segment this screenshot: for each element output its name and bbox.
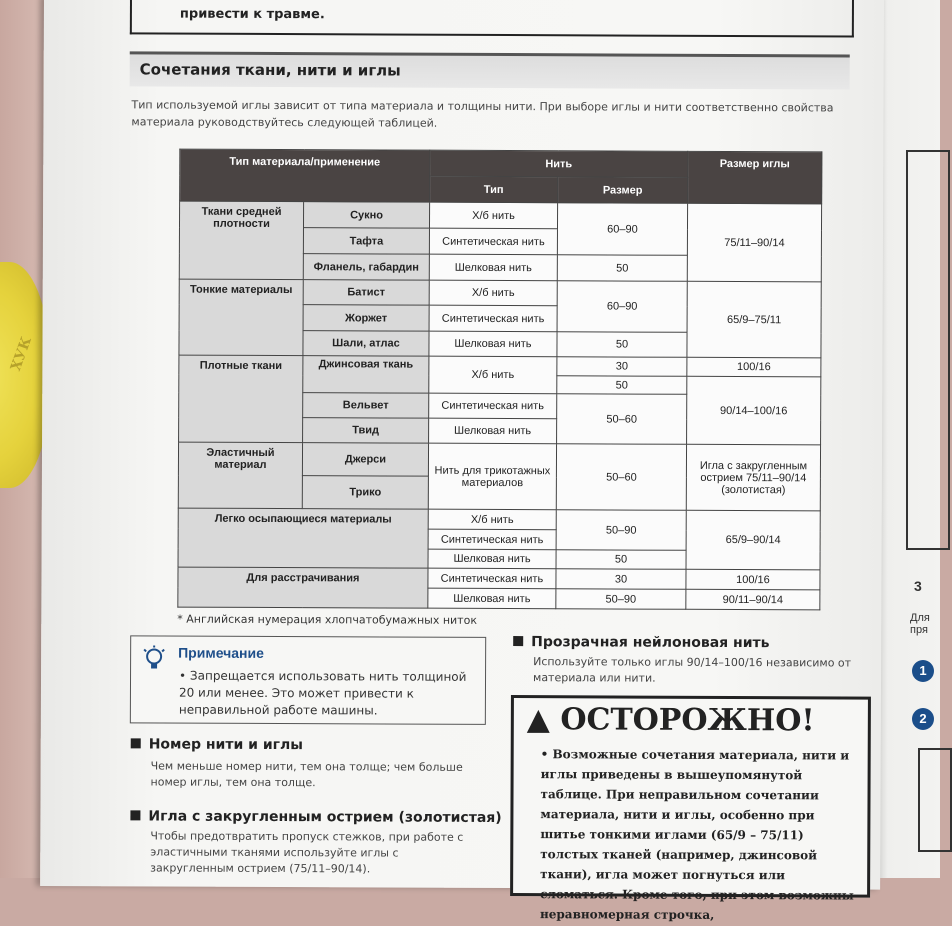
fabric-jersey: Джерси [302, 443, 428, 477]
thread-type: Синтетическая нить [429, 393, 557, 419]
category-medium: Ткани средней плотности [179, 201, 303, 280]
thread-type: Шелковая нить [429, 254, 557, 281]
category-thin: Тонкие материалы [179, 279, 303, 356]
caution-title: ОСТОРОЖНО! [560, 702, 814, 738]
header-thread-size: Размер [558, 177, 688, 204]
fabric-tvid: Твид [303, 418, 429, 444]
thread-type: Синтетическая нить [428, 529, 556, 550]
thread-size: 50–60 [557, 394, 687, 445]
manual-page [40, 0, 884, 890]
ballpoint-text: Чтобы предотвратить пропуск стежков, при работе с эластичными тканями используйте иглы с закругленным острием (75/11–90/14). [150, 828, 480, 877]
right-page-heading: 3 [914, 578, 922, 594]
thread-size: 50–60 [556, 444, 686, 511]
intro-paragraph: Тип используемой иглы зависит от типа материала и толщины нити. При выборе иглы и нити соответственно свойства материала руководствуйтесь следующей таблицей. [131, 96, 871, 133]
note-title: Примечание [178, 645, 264, 661]
lightbulb-icon [142, 645, 166, 673]
right-page-fragment: Для пря [910, 612, 940, 636]
fabric-triko: Трико [302, 476, 428, 510]
ballpoint-title: Игла с закругленным острием (золотистая) [148, 808, 501, 826]
needle-size: 90/11–90/14 [686, 589, 820, 610]
thread-type: Шелковая нить [429, 331, 557, 357]
nylon-text: Используйте только иглы 90/14–100/16 независимо от материала или нити. [533, 654, 873, 687]
needle-size: 65/9–75/11 [687, 281, 821, 358]
needle-size: 90/14–100/16 [687, 376, 821, 445]
thread-size: 50–90 [556, 589, 686, 610]
thread-type: Синтетическая нить [429, 228, 557, 255]
step-1-badge: 1 [912, 660, 934, 682]
right-page-box-2 [918, 748, 952, 852]
thread-needle-text: Чем меньше номер нити, тем она толще; чем больше номер иглы, тем она толще. [151, 758, 481, 791]
needle-size: 100/16 [686, 569, 820, 590]
tape-label: ХУК [8, 335, 35, 373]
thread-size: 50 [557, 376, 687, 395]
nylon-title: Прозрачная нейлоновая нить [531, 634, 769, 651]
thread-type: Синтетическая нить [429, 305, 557, 332]
thread-needle-title: Номер нити и иглы [149, 736, 303, 753]
section-title: Сочетания ткани, нити и иглы [140, 60, 401, 79]
note-text: • Запрещается использовать нить толщиной 20 или менее. Это может привести к неправильной работе машины. [179, 668, 479, 720]
warning-triangle-icon: ▲ [527, 702, 550, 737]
thread-type: Х/б нить [429, 356, 557, 394]
thread-size: 30 [556, 569, 686, 590]
needle-size: 75/11–90/14 [687, 203, 821, 282]
fabric-jeans: Джинсовая ткань [303, 356, 429, 394]
category-topstitch: Для расстрачивания [178, 567, 428, 608]
fabric-sukno: Сукно [303, 202, 429, 229]
fabric-flanel: Фланель, габардин [303, 254, 429, 281]
needle-size: 100/16 [687, 357, 821, 377]
right-page-box [906, 150, 950, 550]
ballpoint-heading [130, 808, 501, 826]
note-body: Запрещается использовать нить толщиной 20 или менее. Это может привести к неправильной работе машины. [179, 669, 467, 718]
thread-type: Шелковая нить [428, 588, 556, 609]
thread-type: Х/б нить [429, 202, 557, 229]
thread-size: 50 [557, 255, 687, 282]
category-dense: Плотные ткани [179, 355, 303, 443]
table-footnote: * Английская нумерация хлопчатобумажных ниток [177, 613, 477, 627]
thread-type: Х/б нить [428, 509, 556, 530]
thread-type: Нить для трикотажных материалов [428, 443, 556, 510]
needle-size: Игла с закругленным острием 75/11–90/14 (золотистая) [686, 444, 820, 511]
step-2-badge: 2 [912, 708, 934, 730]
top-warning-text: привести к травме. [180, 7, 325, 23]
thread-needle-heading [131, 736, 303, 753]
needle-size: 65/9–90/14 [686, 510, 820, 570]
thread-type: Шелковая нить [428, 549, 556, 569]
caution-text: • Возможные сочетания материала, нити и иглы приведены в вышеупомянутой таблице. При неправильном сочетании материала, нити и иглы, особенно при шитье тонкими иглами (65/9 – 75/11) толстых тканей (например, джинсовой ткани), игла может погнуться или сломаться. Кроме того, при этом возможны неравномерная строчка, [540, 744, 859, 925]
header-thread: Нить [430, 150, 688, 177]
fabric-zhorzhet: Жоржет [303, 305, 429, 332]
thread-size: 50 [557, 332, 687, 358]
header-material: Тип материала/применение [180, 149, 430, 202]
thread-type: Х/б нить [429, 280, 557, 306]
header-needle: Размер иглы [688, 151, 822, 204]
fabric-tafta: Тафта [303, 228, 429, 255]
category-fraying: Легко осыпающиеся материалы [178, 508, 428, 568]
category-elastic: Эластичный материал [178, 442, 302, 509]
nylon-heading [513, 634, 769, 651]
thread-size: 50 [556, 550, 686, 570]
fabric-thread-needle-table [177, 149, 822, 611]
thread-size: 60–90 [557, 203, 687, 256]
thread-type: Синтетическая нить [428, 568, 556, 589]
fabric-batist: Батист [303, 280, 429, 306]
thread-type: Шелковая нить [429, 418, 557, 444]
thread-size: 60–90 [557, 281, 687, 333]
header-thread-type: Тип [430, 176, 558, 203]
fabric-shali: Шали, атлас [303, 331, 429, 357]
thread-size: 50–90 [556, 510, 686, 551]
thread-size: 30 [557, 357, 687, 377]
caution-heading [527, 702, 815, 738]
fabric-velvet: Вельвет [303, 393, 429, 419]
caution-body: Возможные сочетания материала, нити и иглы приведены в вышеупомянутой таблице. При неправильном сочетании материала, нити и иглы, особенно при шитье тонкими иглами (65/9 – 75/11) толстых тканей (например, джинсовой ткани), игла может погнуться или сломаться. Кроме того, при этом возможны неравномерная строчка, [540, 747, 854, 922]
